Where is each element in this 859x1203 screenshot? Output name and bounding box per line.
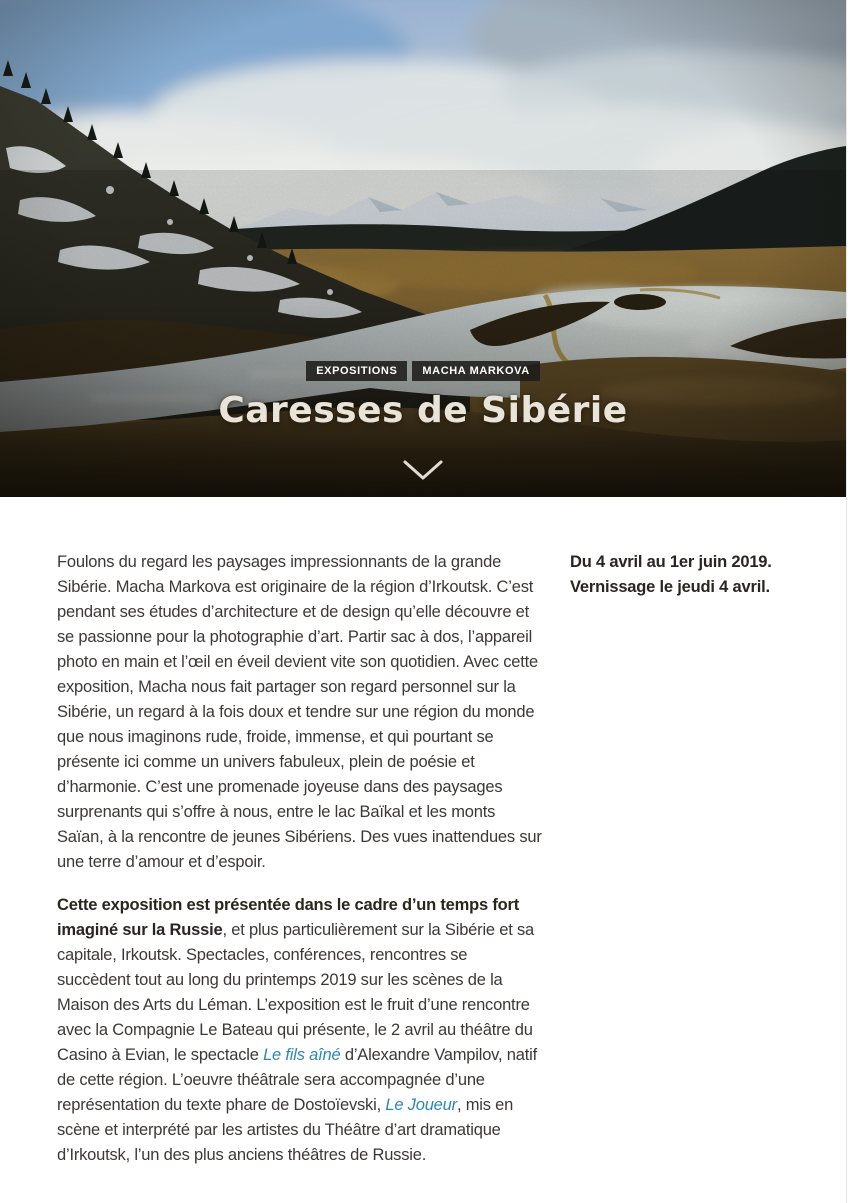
article-body (57, 550, 542, 1168)
main-content (0, 497, 846, 1168)
paragraph-context-text-3: , mis en scène et interprété par les artistes du Théâtre d’art dramatique d’Irkoutsk, l’un des plus anciens théâtres de Russie. (57, 1096, 514, 1164)
date-range: Du 4 avril au 1er juin 2019. (570, 553, 772, 571)
link-le-joueur[interactable]: Le Joueur (385, 1096, 457, 1114)
paragraph-context-text-2: d’Alexandre Vampilov, natif de cette région. L’oeuvre théâtrale sera accompagnée d’une représentation du texte phare de Dostoïevski, (57, 1046, 537, 1114)
paragraph-intro: Foulons du regard les paysages impressionnants de la grande Sibérie. Macha Markova est originaire de la région d’Irkoutsk. C’est pendant ses études d’architecture et de design qu’elle découvre et se passionne pour la photographie d’art. Partir sac à dos, l’appareil photo en main et l’œil en éveil devient vite son quotidien. Avec cette exposition, Macha nous fait partager son regard personnel sur la Sibérie, un regard à la fois doux et tendre sur une région du monde que nous imaginons rude, froide, immense, et qui pourtant se présente ici comme un univers fabuleux, plein de poésie et d’harmonie. C’est une promenade joyeuse dans des paysages surprenants qui s’offre à nous, entre le lac Baïkal et les monts Saïan, à la rencontre de jeunes Sibériens. Des vues inattendues sur une terre d’amour et d’espoir. (57, 553, 542, 871)
paragraph-context-lead: Cette exposition est présentée dans le cadre d’un temps fort imaginé sur la Russie (57, 896, 520, 939)
breadcrumb-expositions[interactable]: EXPOSITIONS (306, 361, 407, 381)
hero-overlay (0, 0, 846, 497)
breadcrumb-macha-markova[interactable]: MACHA MARKOVA (412, 361, 539, 381)
page-title: Caresses de Sibérie (218, 390, 628, 431)
paragraph-context (57, 893, 542, 1168)
vernissage-date: Vernissage le jeudi 4 avril. (570, 578, 770, 596)
event-dates (570, 550, 810, 600)
breadcrumb (0, 361, 846, 381)
hero-banner (0, 0, 846, 497)
link-le-fils-aine[interactable]: Le fils aîné (263, 1046, 341, 1064)
paragraph-context-text-1: , et plus particulièrement sur la Sibérie et sa capitale, Irkoutsk. Spectacles, conférences, rencontres se succèdent tout au long du printemps 2019 sur les scènes de la Maison des Arts du Léman. L’exposition est le fruit d’une rencontre avec la Compagnie Le Bateau qui présente, le 2 avril au théâtre du Casino à Evian, le spectacle (57, 921, 535, 1064)
chevron-down-icon[interactable] (0, 459, 846, 483)
